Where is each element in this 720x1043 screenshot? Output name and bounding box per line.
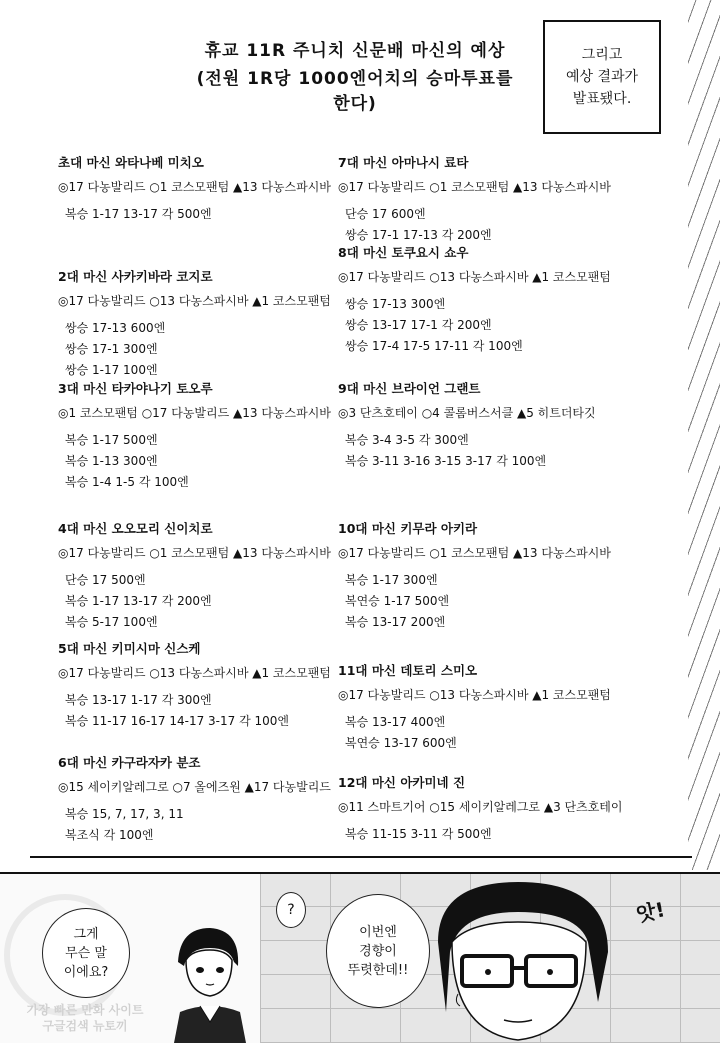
bubble-line: 경향이 (359, 943, 397, 959)
panel-divider (30, 856, 692, 858)
block-heading: 7대 마신 아마나시 료타 (338, 155, 469, 170)
bubble-line: 이에요? (63, 964, 109, 980)
block-bet: 복승 15, 7, 17, 3, 11 (65, 807, 184, 821)
question-mark-bubble: ? (276, 892, 306, 928)
narration-caption (543, 20, 661, 134)
block-bet: 복승 13-17 1-17 각 300엔 (65, 693, 212, 707)
caption-line: 그리고 (581, 47, 623, 63)
block-prediction: ◎17 다농발리드 ○1 코스모팬텀 ▲13 다농스파시바 (58, 180, 331, 194)
prediction-block (58, 378, 331, 493)
block-bet: 쌍승 17-1 17-13 각 200엔 (345, 228, 492, 242)
block-prediction: ◎17 다농발리드 ○13 다농스파시바 ▲1 코스모팬텀 (58, 294, 331, 308)
block-heading: 초대 마신 와타나베 미치오 (58, 155, 204, 170)
page-title: 휴교 11R 주니치 신문배 마신의 예상 (204, 41, 506, 61)
block-bet: 단승 17 500엔 (65, 573, 146, 587)
speech-bubble-left (42, 908, 130, 998)
block-prediction: ◎3 단츠호테이 ○4 콜롬버스서클 ▲5 히트더타깃 (338, 406, 596, 420)
page-subtitle: (전원 1R당 1000엔어치의 승마투표를 한다) (196, 69, 514, 114)
block-heading: 6대 마신 카구라자카 분조 (58, 755, 201, 770)
block-heading: 3대 마신 타카야나기 토오루 (58, 381, 213, 396)
boy-character (170, 922, 246, 1043)
block-heading: 11대 마신 데토리 스미오 (338, 663, 478, 678)
block-prediction: ◎17 다농발리드 ○1 코스모팬텀 ▲13 다농스파시바 (338, 546, 611, 560)
block-prediction: ◎17 다농발리드 ○1 코스모팬텀 ▲13 다농스파시바 (338, 180, 611, 194)
bubble-line: 뚜렷한데!! (347, 962, 409, 978)
block-heading: 5대 마신 키미시마 신스케 (58, 641, 201, 656)
block-prediction: ◎17 다농발리드 ○13 다농스파시바 ▲1 코스모팬텀 (58, 666, 331, 680)
block-bet: 복조식 각 100엔 (65, 828, 154, 842)
watermark-text (0, 1002, 170, 1034)
block-heading: 9대 마신 브라이언 그랜트 (338, 381, 481, 396)
caption-line: 예상 결과가 (565, 69, 639, 85)
block-prediction: ◎17 다농발리드 ○13 다농스파시바 ▲1 코스모팬텀 (338, 688, 611, 702)
block-bet: 복승 11-15 3-11 각 500엔 (345, 827, 492, 841)
prediction-block (338, 242, 611, 357)
block-bet: 복승 5-17 100엔 (65, 615, 158, 629)
block-bet: 복승 1-17 13-17 각 200엔 (65, 594, 212, 608)
prediction-block (338, 152, 611, 246)
block-bet: 쌍승 1-17 100엔 (65, 363, 158, 377)
sound-effect: 앗! (634, 897, 667, 927)
block-bet: 복승 13-17 200엔 (345, 615, 446, 629)
block-bet: 복승 1-17 13-17 각 500엔 (65, 207, 212, 221)
prediction-block (338, 660, 611, 754)
block-bet: 복승 11-17 16-17 14-17 3-17 각 100엔 (65, 714, 290, 728)
watermark-line: 가장 빠른 만화 사이트 (26, 1003, 144, 1017)
bubble-line: 그게 (73, 926, 99, 942)
manga-panel (0, 872, 720, 1043)
block-prediction: ◎17 다농발리드 ○1 코스모팬텀 ▲13 다농스파시바 (58, 546, 331, 560)
block-bet: 복승 3-11 3-16 3-15 3-17 각 100엔 (345, 454, 547, 468)
caption-line: 발표됐다. (572, 91, 632, 107)
watermark-line: 구글검색 뉴토끼 (42, 1019, 128, 1033)
block-bet: 쌍승 17-4 17-5 17-11 각 100엔 (345, 339, 523, 353)
block-bet: 복승 1-13 300엔 (65, 454, 158, 468)
prediction-block (58, 266, 331, 381)
prediction-block (338, 378, 596, 472)
block-bet: 쌍승 17-13 300엔 (345, 297, 446, 311)
prediction-block (338, 518, 611, 633)
block-bet: 복승 13-17 400엔 (345, 715, 446, 729)
block-heading: 10대 마신 키무라 아키라 (338, 521, 478, 536)
block-bet: 쌍승 17-1 300엔 (65, 342, 158, 356)
block-bet: 복연승 1-17 500엔 (345, 594, 450, 608)
block-prediction: ◎1 코스모팬텀 ○17 다농발리드 ▲13 다농스파시바 (58, 406, 331, 420)
block-bet: 복승 3-4 3-5 각 300엔 (345, 433, 469, 447)
block-bet: 쌍승 13-17 17-1 각 200엔 (345, 318, 492, 332)
block-bet: 단승 17 600엔 (345, 207, 426, 221)
block-bet: 복승 1-17 500엔 (65, 433, 158, 447)
block-bet: 복승 1-17 300엔 (345, 573, 438, 587)
block-heading: 8대 마신 토쿠요시 쇼우 (338, 245, 469, 260)
prediction-block (338, 772, 622, 845)
block-heading: 4대 마신 오오모리 신이치로 (58, 521, 213, 536)
prediction-block (58, 518, 331, 633)
block-prediction: ◎15 세이키알레그로 ○7 올에즈원 ▲17 다농발리드 (58, 780, 331, 794)
block-bet: 쌍승 17-13 600엔 (65, 321, 166, 335)
prediction-block (58, 152, 331, 225)
block-prediction: ◎17 다농발리드 ○13 다농스파시바 ▲1 코스모팬텀 (338, 270, 611, 284)
block-heading: 12대 마신 아카미네 진 (338, 775, 466, 790)
prediction-block (58, 752, 331, 846)
block-bet: 복연승 13-17 600엔 (345, 736, 457, 750)
block-prediction: ◎11 스마트기어 ○15 세이키알레그로 ▲3 단츠호테이 (338, 800, 623, 814)
block-bet: 복승 1-4 1-5 각 100엔 (65, 475, 189, 489)
glasses-man-character (418, 882, 628, 1043)
prediction-block (58, 638, 331, 732)
background-hatching (688, 0, 720, 870)
speech-bubble-right (326, 894, 430, 1008)
bubble-line: 이번엔 (359, 924, 397, 940)
block-heading: 2대 마신 사카키바라 코지로 (58, 269, 213, 284)
bubble-line: 무슨 말 (65, 945, 107, 961)
